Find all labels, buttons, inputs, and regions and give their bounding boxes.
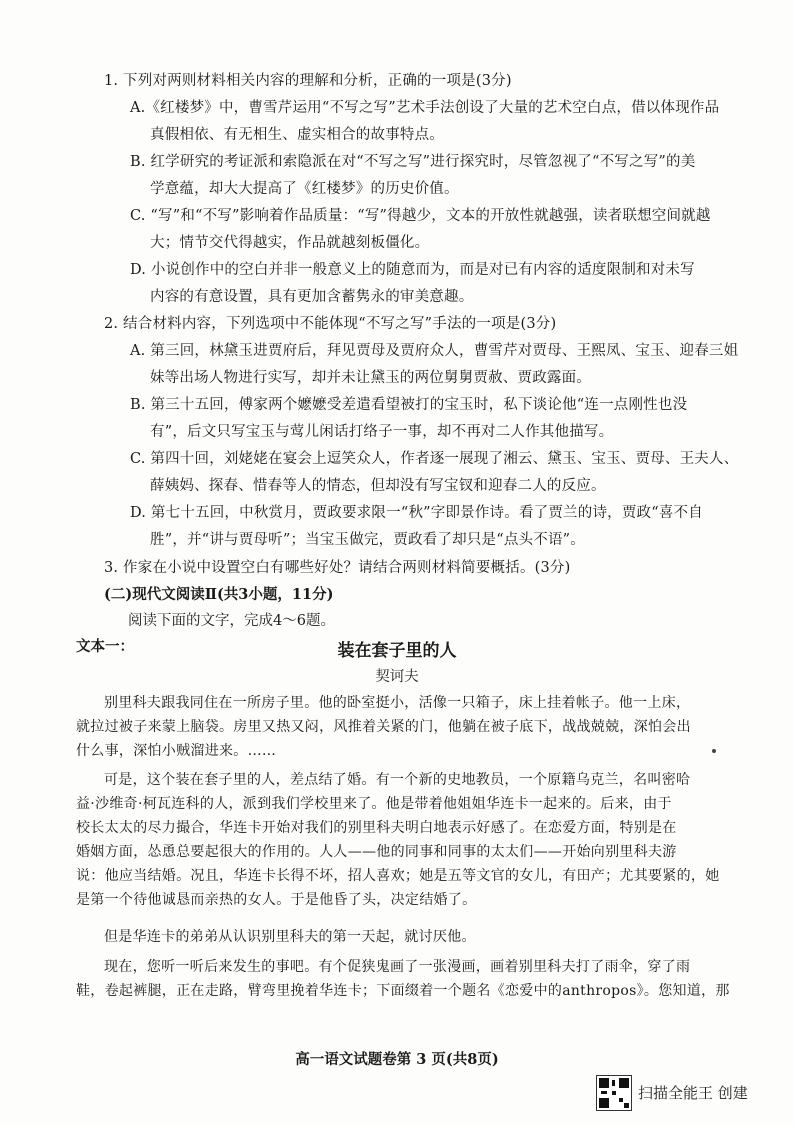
article-line: 是第一个待他诚恳而亲热的女人。于是他昏了头，决定结婚了。 <box>76 892 477 908</box>
question-1: 1. 下列对两则材料相关内容的理解和分析，正确的一项是(3分) <box>104 73 512 89</box>
article-line: 就拉过被子来蒙上脑袋。房里又热又闷，风推着关紧的门，他躺在被子底下，战战兢兢，深怕会出 <box>76 719 691 735</box>
page-footer: 高一语文试题卷第 3 页(共8页) <box>295 1051 499 1068</box>
q2-option-d-line1: D. 第七十五回，中秋赏月，贾政要求限一“秋”字即景作诗。看了贾兰的诗，贾政“喜不自 <box>130 505 703 521</box>
article-line: 说：他应当结婚。况且，华连卡长得不坏，招人喜欢；她是五等文官的女儿，有田产；尤其要紧的，她 <box>76 868 720 884</box>
q1-option-d-line2: 内容的有意设置，具有更加含蓄隽永的审美意趣。 <box>150 289 474 305</box>
q1-option-c-line2: 大；情节交代得越实，作品就越刻板僵化。 <box>150 235 430 251</box>
article-line: 鞋，卷起裤腿，正在走路，臂弯里挽着华连卡；下面缀着一个题名《恋爱中的anthropos》。您知道，那 <box>76 983 730 999</box>
q2-option-c-line1: C. 第四十回，刘姥姥在宴会上逗笑众人，作者逐一展现了湘云、黛玉、宝玉、贾母、王夫人、 <box>130 451 739 467</box>
article-line: 校长太太的尽力撮合，华连卡开始对我们的别里科夫明白地表示好感了。在恋爱方面，特别是在 <box>76 820 677 836</box>
question-2: 2. 结合材料内容，下列选项中不能体现“不写之写”手法的一项是(3分) <box>104 316 557 332</box>
q2-option-b-line1: B. 第三十五回，傅家两个嬷嬷受差遣看望被打的宝玉时，私下谈论他“连一点刚性也没 <box>130 397 688 413</box>
article-line: 但是华连卡的弟弟从认识别里科夫的第一天起，就讨厌他。 <box>104 929 476 945</box>
q2-option-d-line2: 胜”，并“讲与贾母听”；当宝玉做完，贾政看了却只是“点头不语”。 <box>150 532 585 548</box>
q2-option-a-line1: A. 第三回，林黛玉进贾府后，拜见贾母及贾府众人，曹雪芹对贾母、王熙凤、宝玉、迎春三姐 <box>130 343 739 359</box>
section-instruction: 阅读下面的文字，完成4～6题。 <box>128 613 335 629</box>
speck-mark <box>712 749 716 753</box>
q1-option-a-line2: 真假相依、有无相生、虚实相合的故事特点。 <box>150 127 444 143</box>
q2-option-a-line2: 妹等出场人物进行实写，却并未让黛玉的两位舅舅贾赦、贾政露面。 <box>150 370 591 386</box>
q1-option-a-line1: A.《红楼梦》中，曹雪芹运用“不写之写”艺术手法创设了大量的艺术空白点，借以体现作品 <box>130 100 720 116</box>
article-line: 什么事，深怕小贼溜进来。…… <box>76 743 277 759</box>
q1-option-c-line1: C. “写”和“不写”影响着作品质量：“写”得越少，文本的开放性就越强，读者联想空间就越 <box>130 208 711 224</box>
article-title: 装在套子里的人 <box>337 641 457 661</box>
article-author: 契诃夫 <box>375 669 419 685</box>
q1-option-b-line1: B. 红学研究的考证派和索隐派在对“不写之写”进行探究时，尽管忽视了“不写之写”的美 <box>130 154 696 170</box>
qr-code-icon <box>596 1075 632 1111</box>
article-line: 别里科夫跟我同住在一所房子里。他的卧室挺小，活像一只箱子，床上挂着帐子。他一上床， <box>104 695 691 711</box>
question-3: 3. 作家在小说中设置空白有哪些好处？请结合两则材料简要概括。(3分) <box>104 560 571 576</box>
q1-option-b-line2: 学意蕴，却大大提高了《红楼梦》的历史价值。 <box>150 181 459 197</box>
q1-option-d-line1: D. 小说创作中的空白并非一般意义上的随意而为，而是对已有内容的适度限制和对未写 <box>130 262 695 278</box>
text-label: 文本一： <box>76 638 134 655</box>
article-line: 婚姻方面，怂恿总要起很大的作用的。人人——他的同事和同事的太太们——开始向别里科夫游 <box>76 844 677 860</box>
q2-option-b-line2: 有”，后文只写宝玉与莺儿闲话打络子一事，却不再对二人作其他描写。 <box>150 424 614 440</box>
q2-option-c-line2: 薛姨妈、探春、惜春等人的情态，但却没有写宝钗和迎春二人的反应。 <box>150 478 606 494</box>
article-line: 可是，这个装在套子里的人，差点结了婚。有一个新的史地教员，一个原籍乌克兰，名叫密哈 <box>104 772 691 788</box>
section-heading: (二)现代文阅读Ⅱ(共3小题，11分) <box>104 586 334 603</box>
article-line: 现在，您听一听后来发生的事吧。有个促狭鬼画了一张漫画，画着别里科夫打了雨伞，穿了雨 <box>104 959 691 975</box>
article-line: 益·沙维奇·柯瓦连科的人，派到我们学校里来了。他是带着他姐姐华连卡一起来的。后来，由于 <box>76 796 672 812</box>
scanner-watermark: 扫描全能王 创建 <box>638 1084 748 1102</box>
